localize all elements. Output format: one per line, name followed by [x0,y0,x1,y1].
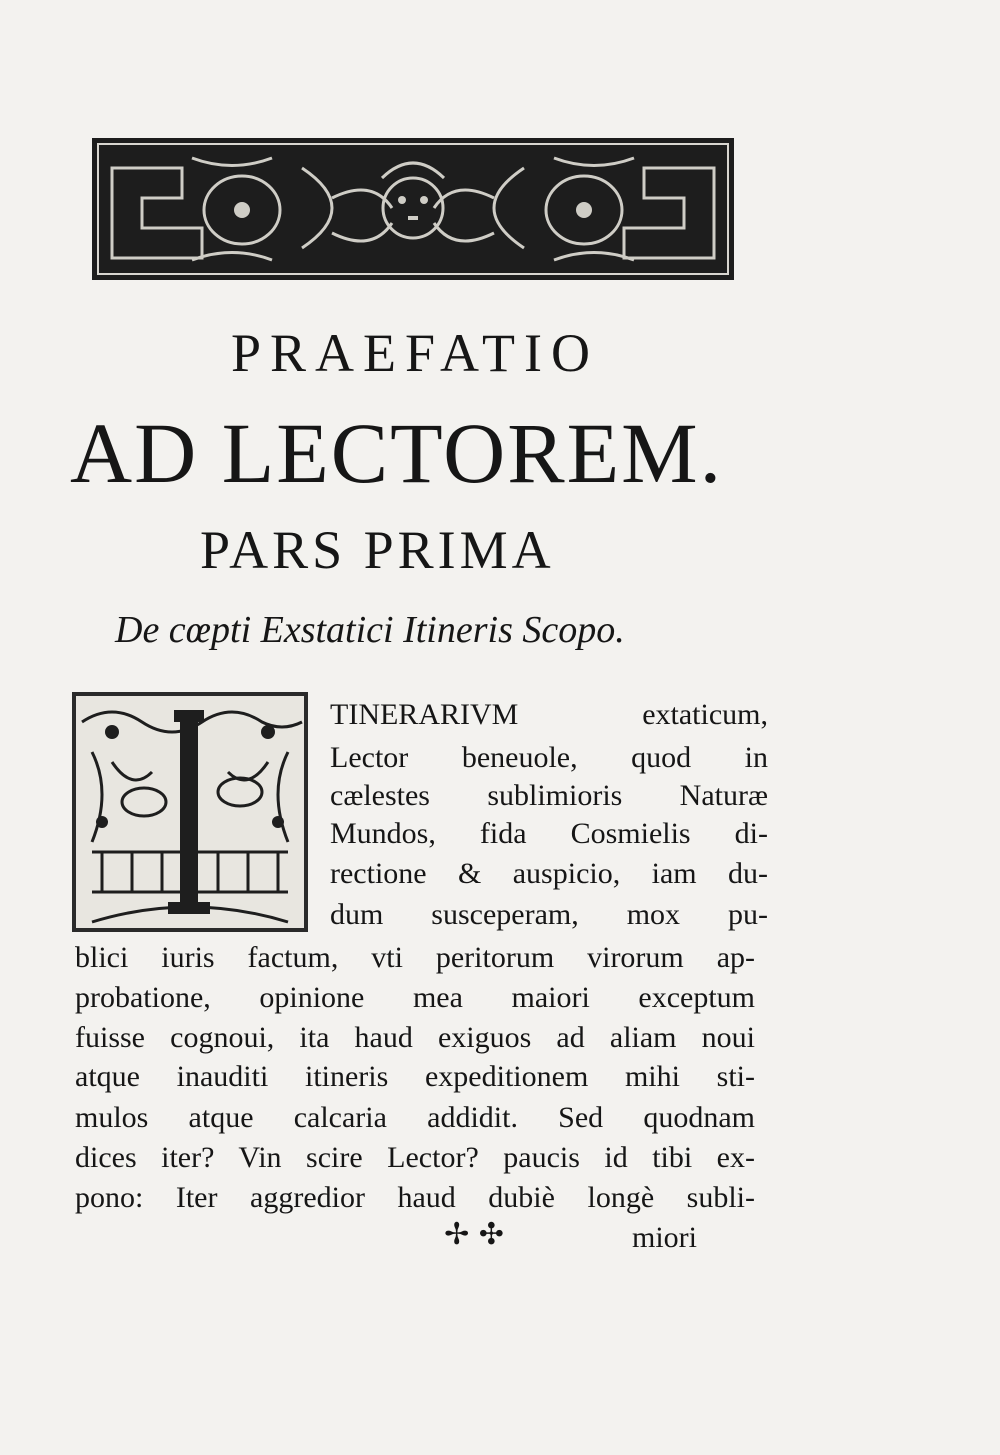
catchword: miori [632,1221,697,1254]
body-line-4: Mundos, fida Cosmielis di- [330,817,768,850]
body-line-11: mulos atque calcaria addidit. Sed quodnam [75,1101,755,1134]
body-line-3: cælestes sublimioris Naturæ [330,779,768,812]
body-line-13: pono: Iter aggredior haud dubiè longè subli- [75,1181,755,1214]
body-line-12: dices iter? Vin scire Lector? paucis id tibi ex- [75,1141,755,1174]
body-line-6: dum susceperam, mox pu- [330,898,768,931]
body-line-7: blici iuris factum, vti peritorum virorum ap- [75,941,755,974]
body-line-9: fuisse cognoui, ita haud exiguos ad aliam noui [75,1021,755,1054]
body-line-2: Lector beneuole, quod in [330,741,768,774]
body-line-5: rectione & auspicio, iam du- [330,857,768,890]
body-line-10: atque inauditi itineris expeditionem mihi sti- [75,1060,755,1093]
title-praefatio: PRAEFATIO [230,323,600,383]
body-line-8: probatione, opinione mea maiori exceptum [75,981,755,1014]
body-line-1: TINERARIVM extaticum, [330,698,768,731]
title-ad-lectorem: AD LECTOREM. [70,405,724,501]
title-pars-prima: PARS PRIMA [200,520,555,580]
chapter-subtitle: De cœpti Exstatici Itineris Scopo. [115,609,625,651]
cross-ornament-icon: ✢ ✣ [444,1217,504,1252]
woodcut-headpiece [92,138,734,280]
decorated-initial-i [72,692,308,932]
